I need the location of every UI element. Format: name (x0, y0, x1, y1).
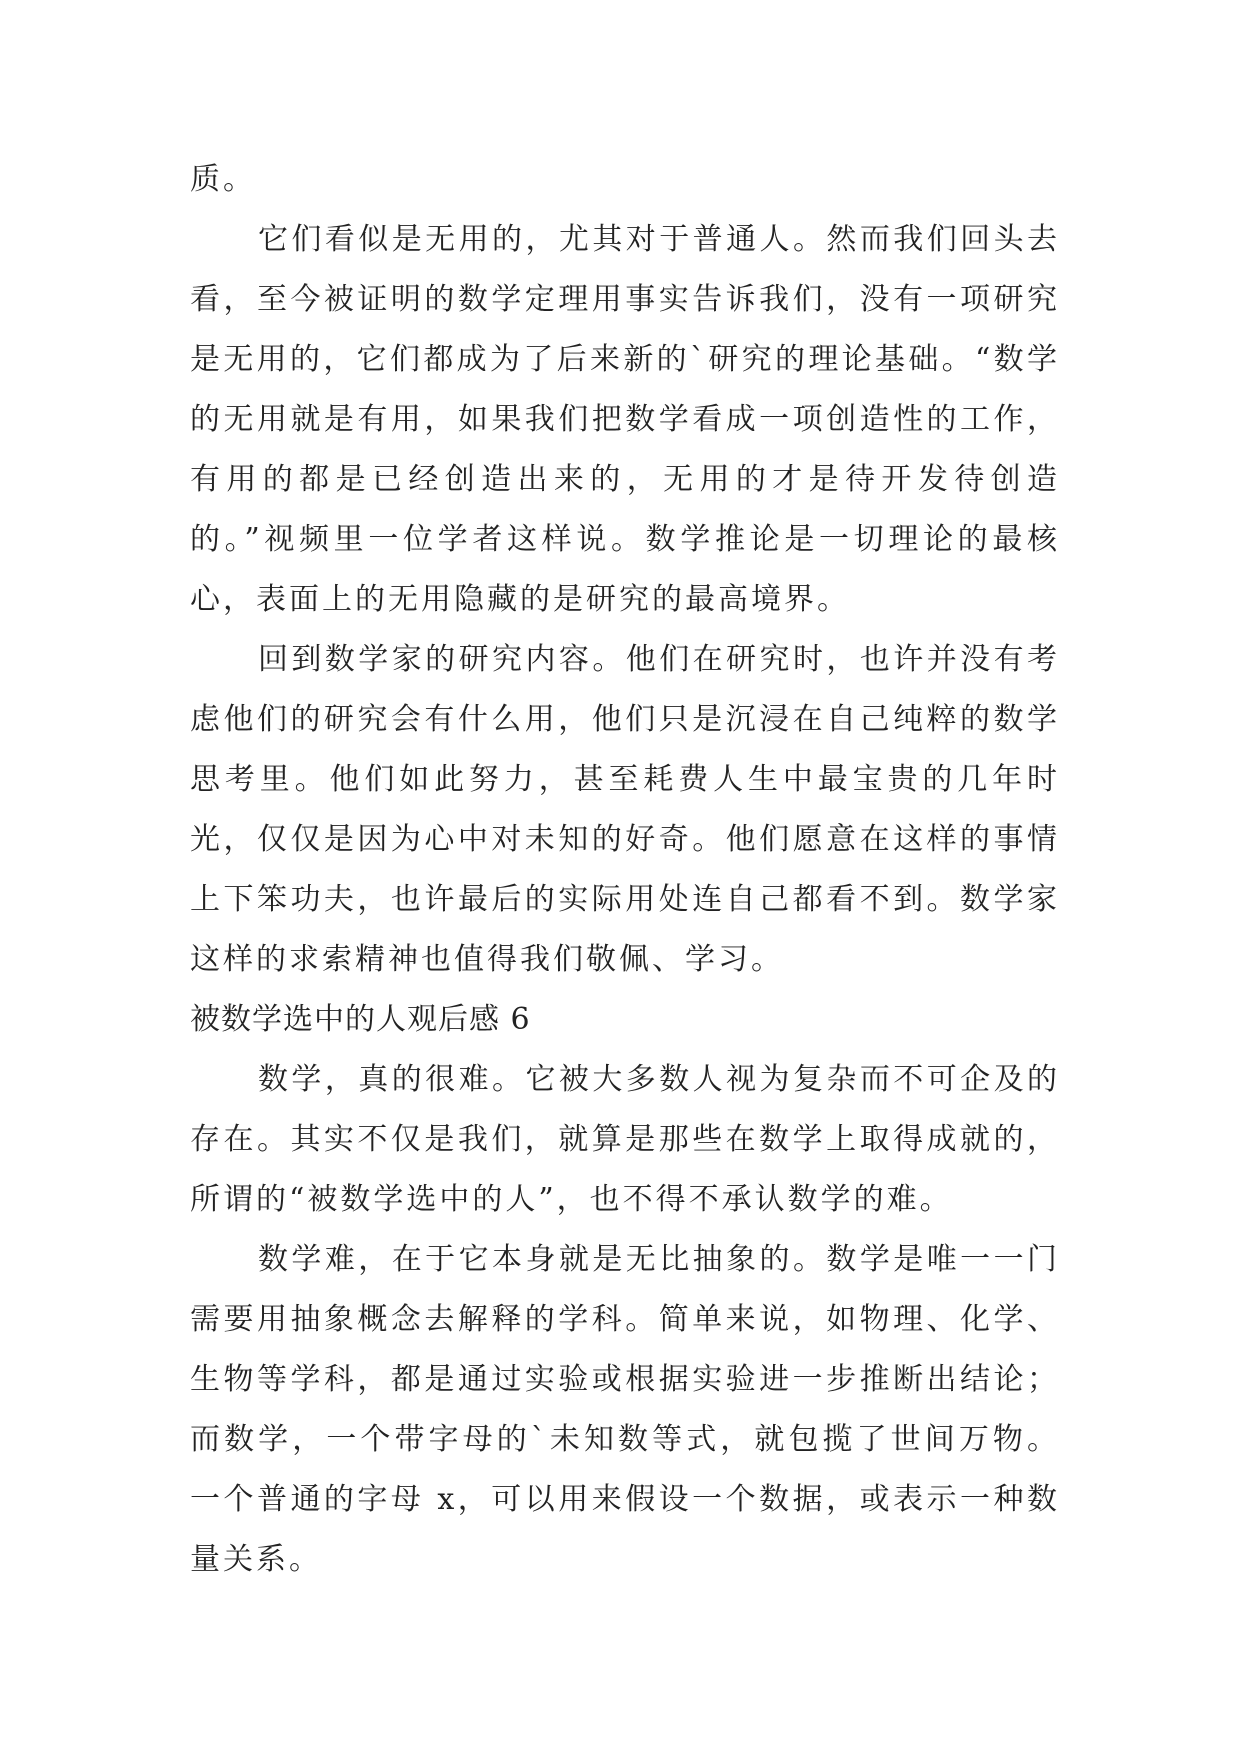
paragraph: 数学，真的很难。它被大多数人视为复杂而不可企及的存在。其实不仅是我们，就算是那些在数学上取得成就的，所谓的“被数学选中的人”，也不得不承认数学的难。 (190, 1062, 1060, 1217)
section-heading: 被数学选中的人观后感 6 (190, 1002, 531, 1037)
paragraph: 它们看似是无用的，尤其对于普通人。然而我们回头去看，至今被证明的数学定理用事实告诉我们，没有一项研究是无用的，它们都成为了后来新的`研究的理论基础。“数学的无用就是有用，如果我们把数学看成一项创造性的工作，有用的都是已经创造出来的，无用的才是待开发待创造的。”视频里一位学者这样说。数学推论是一切理论的最核心，表面上的无用隐藏的是研究的最高境界。 (190, 222, 1060, 617)
paragraph-continuation: 质。 (190, 162, 256, 197)
paragraph: 数学难，在于它本身就是无比抽象的。数学是唯一一门需要用抽象概念去解释的学科。简单来说，如物理、化学、生物等学科，都是通过实验或根据实验进一步推断出结论；而数学，一个带字母的`未知数等式，就包揽了世间万物。一个普通的字母 x，可以用来假设一个数据，或表示一种数量关系。 (190, 1242, 1060, 1577)
paragraph: 回到数学家的研究内容。他们在研究时，也许并没有考虑他们的研究会有什么用，他们只是沉浸在自己纯粹的数学思考里。他们如此努力，甚至耗费人生中最宝贵的几年时光，仅仅是因为心中对未知的好奇。他们愿意在这样的事情上下笨功夫，也许最后的实际用处连自己都看不到。数学家这样的求索精神也值得我们敬佩、学习。 (190, 642, 1060, 977)
document-body (190, 150, 1060, 1590)
